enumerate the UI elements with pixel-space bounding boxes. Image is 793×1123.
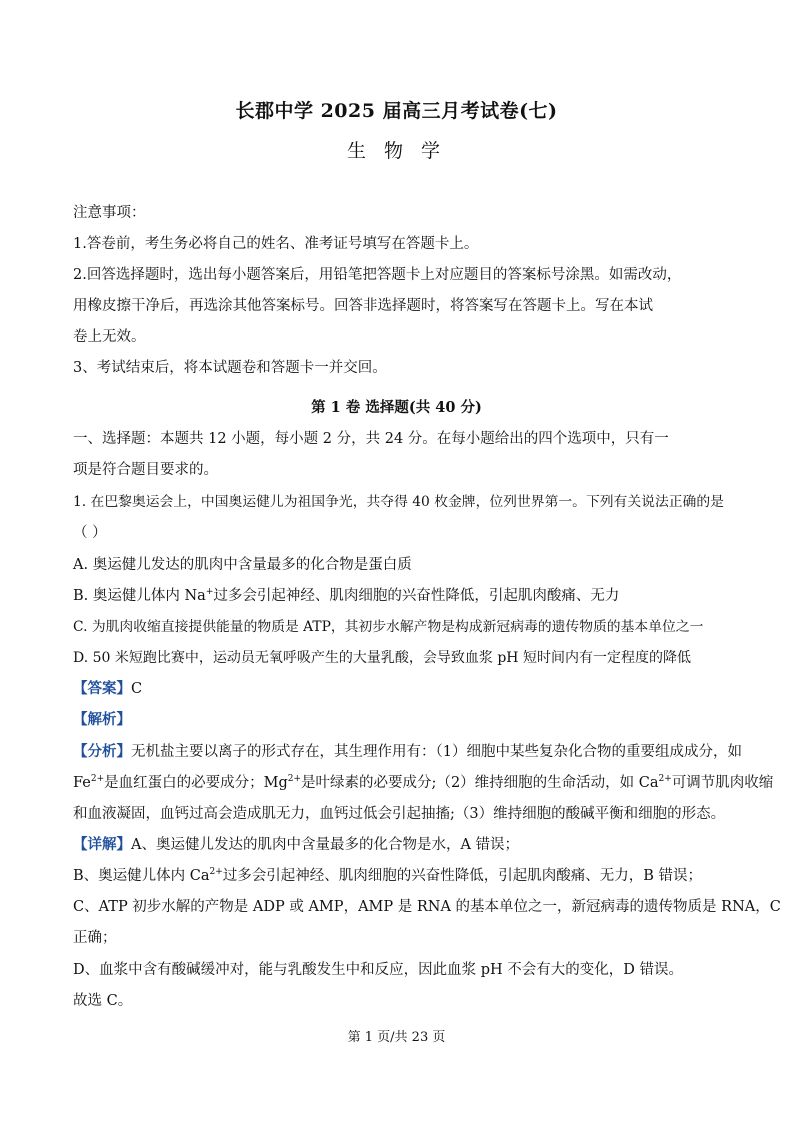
analysis-tag: 【解析】 <box>73 711 131 728</box>
question-1-stem-line-1: 1. 在巴黎奥运会上，中国奥运健儿为祖国争光，共夺得 40 枚金牌，位列世界第一。下列有关说法正确的是 <box>73 494 724 510</box>
question-1-option-c: C. 为肌肉收缩直接提供能量的物质是 ATP，其初步水解产物是构成新冠病毒的遗传物质的基本单位之一 <box>73 619 704 635</box>
xiangjie-line-b: B、奥运健儿体内 $Ca^{2+}$过多会引起神经、肌肉细胞的兴奋性降低，引起肌肉酸痛、无力，B 错误； <box>73 867 703 884</box>
xiangjie-line-c-2: 正确； <box>73 930 117 946</box>
analysis-line <box>73 710 733 730</box>
fenxi-tag: 【分析】 <box>73 743 131 760</box>
notice-item-2-line-2: 用橡皮擦干净后，再选涂其他答案标号。回答非选择题时，将答案写在答题卡上。写在本试 <box>73 298 653 314</box>
xiangjie-conclusion: 故选 C。 <box>73 993 133 1009</box>
fenxi-line-1: 【分析】无机盐主要以离子的形式存在，其生理作用有：（1）细胞中某些复杂化合物的重要组成成分，如 <box>73 743 742 760</box>
answer-value: C <box>131 681 143 697</box>
page-subtitle: 生 物 学 <box>346 140 447 162</box>
page-title: 长郡中学 2025 届高三月考试卷(七) <box>235 100 558 122</box>
xiangjie-tag: 【详解】 <box>73 836 131 853</box>
page-footer: 第 1 页/共 23 页 <box>347 1030 446 1045</box>
fenxi-line-3: 和血液凝固，血钙过高会造成肌无力，血钙过低会引起抽搐;（3）维持细胞的酸碱平衡和细胞的形态。 <box>73 806 726 822</box>
question-1-option-d: D. 50 米短跑比赛中，运动员无氧呼吸产生的大量乳酸，会导致血浆 pH 短时间内有一定程度的降低 <box>73 650 691 666</box>
notice-heading: 注意事项： <box>73 205 146 221</box>
notice-item-1: 1.答卷前，考生务必将自己的姓名、准考证号填写在答题卡上。 <box>73 236 479 252</box>
section-heading: 第 1 卷 选择题(共 40 分) <box>311 399 482 416</box>
fenxi-line-2: $Fe^{2+}$是血红蛋白的必要成分；$Mg^{2+}$是叶绿素的必要成分;（2）维持细胞的生命活动，如 $Ca^{2+}$可调节肌肉收缩 <box>73 774 774 791</box>
answer-line <box>73 679 733 699</box>
xiangjie-line-a: 【详解】A、奥运健儿发达的肌肉中含量最多的化合物是水，A 错误； <box>73 836 520 853</box>
notice-item-2-line-1: 2.回答选择题时，选出每小题答案后，用铅笔把答题卡上对应题目的答案标号涂黑。如需改动， <box>73 267 682 283</box>
answer-tag: 【答案】 <box>73 680 131 697</box>
question-1-stem-line-2: （ ） <box>73 525 107 541</box>
xiangjie-line-d: D、血浆中含有酸碱缓冲对，能与乳酸发生中和反应，因此血浆 pH 不会有大的变化，D 错误。 <box>73 962 684 978</box>
section-intro-line-2: 项是符合题目要求的。 <box>73 462 218 478</box>
question-1-option-a: A. 奥运健儿发达的肌肉中含量最多的化合物是蛋白质 <box>73 557 412 573</box>
xiangjie-line-c-1: C、ATP 初步水解的产物是 ADP 或 AMP，AMP 是 RNA 的基本单位之一，新冠病毒的遗传物质是 RNA，C <box>73 899 781 915</box>
section-intro-line-1: 一、选择题：本题共 12 小题，每小题 2 分，共 24 分。在每小题给出的四个选项中，只有一 <box>73 431 669 447</box>
question-1-option-b: B. 奥运健儿体内 Na+过多会引起神经、肌肉细胞的兴奋性降低，引起肌肉酸痛、无力 <box>73 587 620 604</box>
notice-item-3: 3、考试结束后，将本试题卷和答题卡一并交回。 <box>73 360 387 376</box>
notice-item-2-line-3: 卷上无效。 <box>73 329 146 345</box>
